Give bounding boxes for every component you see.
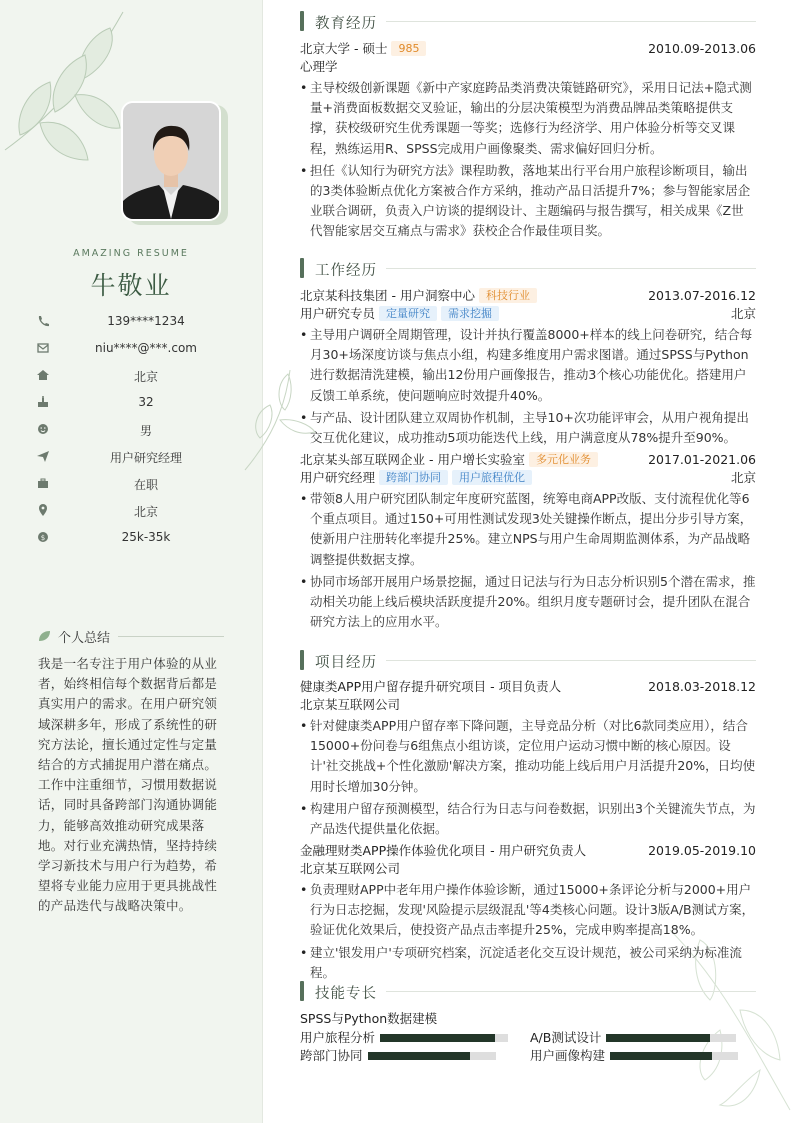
- skill-bar-fill: [606, 1034, 710, 1042]
- leaf-icon: [38, 630, 51, 642]
- job-bullet: • 与产品、设计团队建立双周协作机制，主导10+次功能评审会，从用户视角提出交互优化建议，成功推动5项功能迭代上线，用户满意度从78%提升至90%。: [300, 408, 756, 448]
- skills-block: [300, 1010, 756, 1063]
- age-value: 32: [138, 395, 154, 409]
- gender-value: 男: [139, 424, 152, 438]
- work-title: 工作经历: [315, 263, 377, 279]
- project-org: 北京某互联网公司: [300, 697, 401, 712]
- face-icon: [36, 422, 50, 436]
- skill-label: A/B测试设计: [530, 1030, 602, 1045]
- project-date: 2018.03-2018.12: [648, 679, 756, 694]
- skill-label: 用户旅程分析: [300, 1030, 376, 1045]
- skills-section-heading: [300, 981, 756, 1001]
- school-name: 北京大学 - 硕士: [300, 41, 388, 56]
- job-date: 2017.01-2021.06: [648, 452, 756, 467]
- projects-title: 项目经历: [315, 655, 377, 671]
- avatar-portrait-icon: [123, 103, 219, 219]
- skill-label: 跨部门协同: [300, 1048, 363, 1063]
- status-value: 在职: [133, 478, 158, 492]
- project-org: 北京某互联网公司: [300, 861, 401, 876]
- target-role-value: 用户研究经理: [109, 451, 182, 465]
- job-company: 北京某科技集团 - 用户洞察中心: [300, 288, 475, 303]
- work-section-heading: [300, 258, 756, 278]
- photo-frame: [121, 101, 224, 224]
- job-bullet: • 主导用户调研全周期管理，设计并执行覆盖8000+样本的线上问卷研究，结合每月30+场深度访谈与焦点小组，构建多维度用户需求图谱。通过SPSS与Python进行数据清洗建模，输出12份用户画像报告，推动3个核心功能优化。搭建用户反馈工单系统，使问题响应时效提升40%。: [300, 325, 756, 406]
- projects-section-heading: [300, 650, 756, 670]
- project-bullet: • 建立'银发用户'专项研究档案，沉淀适老化交互设计规范，被公司采纳为标准流程。: [300, 943, 756, 983]
- skill-bar-fill: [380, 1034, 495, 1042]
- job-role-tag: 跨部门协同: [379, 470, 448, 485]
- info-row-salary: [36, 528, 236, 555]
- skill-row: [530, 1046, 740, 1064]
- contact-info-list: [36, 312, 236, 555]
- job-role-tag: 用户旅程优化: [452, 470, 532, 485]
- job-role-tag: 需求挖掘: [441, 306, 499, 321]
- skill-bar-track: [606, 1034, 736, 1042]
- send-icon: [36, 449, 50, 463]
- briefcase-icon: [36, 476, 50, 490]
- email-value: niu****@***.com: [95, 341, 197, 355]
- job-city: 北京: [730, 470, 756, 485]
- project-date: 2019.05-2019.10: [648, 843, 756, 858]
- education-major: 心理学: [300, 59, 338, 74]
- job-company: 北京某头部互联网企业 - 用户增长实验室: [300, 452, 525, 467]
- job-role: 用户研究专员: [300, 306, 376, 321]
- phone-value: 139****1234: [107, 314, 185, 328]
- candidate-name: 牛敬业: [90, 271, 172, 300]
- skill-bar-fill: [368, 1052, 470, 1060]
- education-bullet: • 主导校级创新课题《新中产家庭跨品类消费决策链路研究》，采用日记法+隐式测量+消费面板数据交叉验证，输出的分层决策模型为消费品牌品类策略提供支撑，获校级研究生优秀课题一等奖；选修行为经济学、用户体验分析等交叉课程，熟练运用R、SPSS完成用户画像聚类、需求偏好回归分析。: [300, 78, 756, 159]
- location-value: 北京: [133, 505, 158, 519]
- school-tag: 985: [391, 41, 426, 56]
- job-date: 2013.07-2016.12: [648, 288, 756, 303]
- hometown-value: 北京: [133, 370, 158, 384]
- info-row-gender: [36, 420, 236, 447]
- education-date: 2010.09-2013.06: [648, 41, 756, 56]
- info-row-status: [36, 474, 236, 501]
- project-bullet: • 构建用户留存预测模型，结合行为日志与问卷数据，识别出3个关键流失节点，为产品迭代提供量化依据。: [300, 799, 756, 839]
- info-row-target-role: [36, 447, 236, 474]
- skill-bar-track: [610, 1052, 738, 1060]
- project-bullet: • 负责理财APP中老年用户操作体验诊断，通过15000+条评论分析与2000+用户行为日志挖掘，发现'风险提示层级混乱'等4类核心问题。设计3版A/B测试方案，验证优化效果后，使投资产品点击率提升25%，完成申购率提高18%。: [300, 880, 756, 941]
- info-row-email: [36, 339, 236, 366]
- cake-icon: [36, 395, 50, 409]
- project-name: 健康类APP用户留存提升研究项目 - 项目负责人: [300, 679, 562, 694]
- svg-text:$: $: [40, 534, 46, 542]
- skill-label: 用户画像构建: [530, 1048, 606, 1063]
- home-icon: [36, 368, 50, 382]
- summary-title: 个人总结: [58, 631, 111, 646]
- skill-row: [300, 1028, 510, 1046]
- project-1: [300, 678, 756, 841]
- summary-heading: [38, 627, 224, 647]
- education-block: [300, 40, 756, 244]
- job-company-tag: 科技行业: [479, 288, 537, 303]
- project-bullet: • 针对健康类APP用户留存率下降问题，主导竞品分析（对比6款同类应用），结合15000+份问卷与6组焦点小组访谈，定位用户运动习惯中断的核心原因。设计'社交挑战+个性化激励'解决方案，推动功能上线后用户月活提升20%，日均使用时长增加30分钟。: [300, 716, 756, 797]
- skills-headline: SPSS与Python数据建模: [300, 1011, 438, 1026]
- job-role-tag: 定量研究: [379, 306, 437, 321]
- info-row-location: [36, 501, 236, 528]
- education-section-heading: [300, 11, 756, 31]
- skill-bar-track: [380, 1034, 508, 1042]
- job-role: 用户研究经理: [300, 470, 376, 485]
- job-bullet: • 协同市场部开展用户场景挖掘，通过日记法与行为日志分析识别5个潜在需求，推动相关功能上线后模块活跃度提升20%。组织月度专题研讨会，提升团队在混合研究方法上的应用水平。: [300, 572, 756, 633]
- phone-icon: [36, 314, 50, 328]
- education-bullet: • 担任《认知行为研究方法》课程助教，落地某出行平台用户旅程诊断项目，输出的3类体验断点优化方案被合作方采纳，推动产品日活提升7%；参与智能家居企业联合调研，负责入户访谈的提纲设计、主题编码与报告撰写，相关成果《Z世代智能家居交互痛点与需求》获校企合作最佳项目奖。: [300, 161, 756, 242]
- summary-text: 我是一名专注于用户体验的从业者，始终相信每个数据背后都是真实用户的需求。在用户研究领域深耕多年，形成了系统性的研究方法论，擅长通过定性与定量结合的方式捕捉用户潜在痛点。工作中注重细节，习惯用数据说话，同时具备跨部门沟通协调能力，能够高效推动研究成果落地。对行业充满热情，坚持持续学习新技术与用户行为趋势，希望将专业能力应用于更具挑战性的产品迭代与战略决策中。: [38, 656, 218, 914]
- info-row-hometown: [36, 366, 236, 393]
- salary-icon: [36, 530, 50, 544]
- avatar: [121, 101, 221, 221]
- job-bullet: • 带领8人用户研究团队制定年度研究蓝图，统筹电商APP改版、支付流程优化等6个重点项目。通过150+可用性测试发现3处关键操作断点，提出分步引导方案，使新用户注册转化率提升25%。建立NPS与用户生命周期监测体系，为产品战略调整提供数据支撑。: [300, 489, 756, 570]
- project-name: 金融理财类APP操作体验优化项目 - 用户研究负责人: [300, 843, 587, 858]
- skill-bar-fill: [610, 1052, 712, 1060]
- resume-tagline: AMAZING RESUME: [73, 248, 189, 259]
- info-row-phone: [36, 312, 236, 339]
- project-2: [300, 842, 756, 985]
- info-row-age: [36, 393, 236, 420]
- work-job-1: [300, 287, 756, 450]
- skill-row: [530, 1028, 740, 1046]
- location-icon: [36, 503, 50, 517]
- skills-title: 技能专长: [315, 986, 377, 1002]
- work-job-2: [300, 451, 756, 634]
- skill-bar-track: [368, 1052, 496, 1060]
- job-company-tag: 多元化业务: [529, 452, 598, 467]
- job-city: 北京: [730, 306, 756, 321]
- email-icon: [36, 341, 50, 355]
- sidebar: [0, 0, 263, 1123]
- salary-value: 25k-35k: [121, 530, 171, 544]
- skill-row: [300, 1046, 510, 1064]
- education-title: 教育经历: [315, 16, 377, 32]
